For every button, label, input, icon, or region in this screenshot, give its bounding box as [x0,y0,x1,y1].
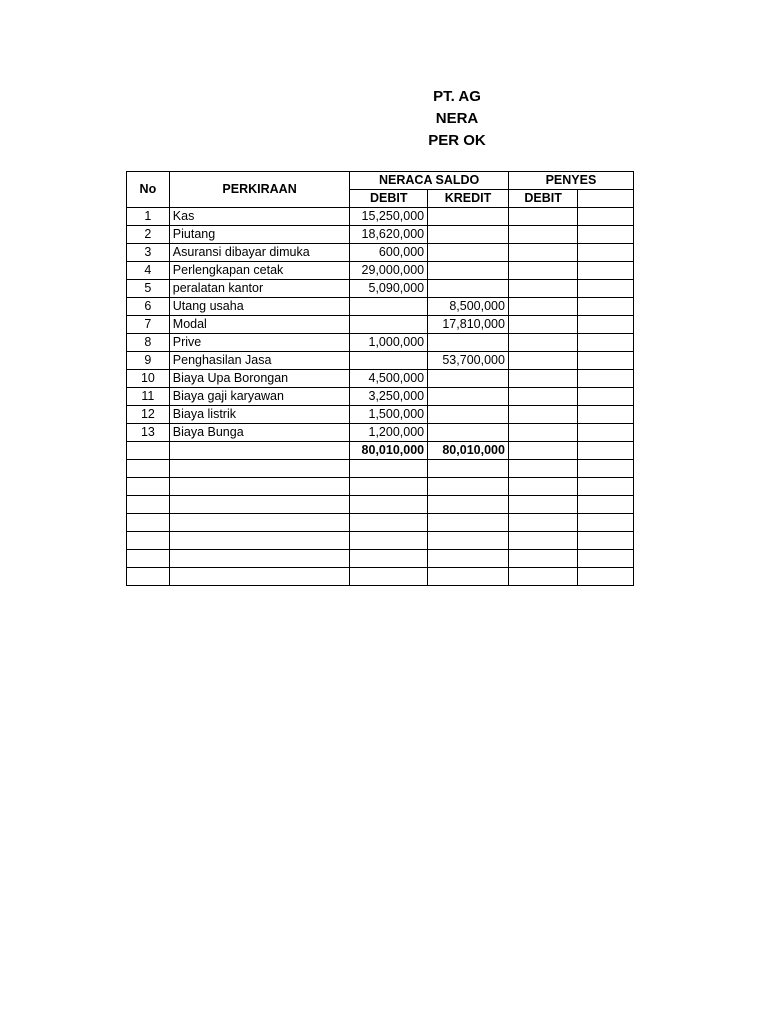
adjustment-debit [508,334,577,352]
row-number: 3 [127,244,170,262]
table-row [127,424,634,442]
empty-cell [169,496,350,514]
row-number: 6 [127,298,170,316]
empty-cell [127,496,170,514]
adjustment-debit [508,226,577,244]
empty-cell [508,460,577,478]
totals-no [127,442,170,460]
empty-cell [508,568,577,586]
account-name: Asuransi dibayar dimuka [169,244,350,262]
trial-balance-debit: 5,090,000 [350,280,428,298]
trial-balance-credit [428,406,509,424]
adjustment-header: PENYES [508,172,633,190]
account-name: Piutang [169,226,350,244]
empty-cell [169,514,350,532]
adjustment-credit-header [578,190,634,208]
account-name: Modal [169,316,350,334]
account-name: Biaya Bunga [169,424,350,442]
adjustment-credit [578,388,634,406]
empty-cell [508,496,577,514]
row-number: 1 [127,208,170,226]
adjustment-credit [578,280,634,298]
empty-cell [350,568,428,586]
empty-cell [578,550,634,568]
trial-balance-credit: 17,810,000 [428,316,509,334]
row-number: 4 [127,262,170,280]
trial-balance-credit-header: KREDIT [428,190,509,208]
table-row [127,406,634,424]
trial-balance-header: NERACA SALDO [350,172,509,190]
account-name: Utang usaha [169,298,350,316]
empty-cell [127,514,170,532]
trial-balance-debit: 29,000,000 [350,262,428,280]
empty-cell [428,460,509,478]
adjustment-debit-header: DEBIT [508,190,577,208]
trial-balance-debit: 4,500,000 [350,370,428,388]
trial-balance-debit [350,352,428,370]
report-title: NERA [435,110,479,127]
empty-cell [428,478,509,496]
empty-cell [350,460,428,478]
empty-cell [508,478,577,496]
account-name: Biaya gaji karyawan [169,388,350,406]
trial-balance-debit: 3,250,000 [350,388,428,406]
empty-cell [127,460,170,478]
trial-balance-credit: 8,500,000 [428,298,509,316]
trial-balance-debit: 15,250,000 [350,208,428,226]
empty-row [127,460,634,478]
empty-row [127,496,634,514]
trial-balance-debit: 1,000,000 [350,334,428,352]
account-name: peralatan kantor [169,280,350,298]
account-name: Penghasilan Jasa [169,352,350,370]
adjustment-credit [578,424,634,442]
empty-cell [428,496,509,514]
adjustment-credit [578,226,634,244]
col-no-header: No [127,172,170,208]
col-account-header: PERKIRAAN [169,172,350,208]
row-number: 8 [127,334,170,352]
trial-balance-credit [428,280,509,298]
trial-balance-credit [428,226,509,244]
empty-cell [127,568,170,586]
table-row [127,352,634,370]
total-debit: 80,010,000 [350,442,428,460]
empty-cell [428,532,509,550]
total-credit: 80,010,000 [428,442,509,460]
empty-cell [169,550,350,568]
adjustment-debit [508,316,577,334]
adjustment-credit [578,406,634,424]
empty-cell [127,550,170,568]
company-name: PT. AG [433,88,481,105]
adjustment-debit [508,424,577,442]
empty-row [127,514,634,532]
trial-balance-debit-header: DEBIT [350,190,428,208]
empty-row [127,478,634,496]
table-row [127,388,634,406]
empty-cell [350,514,428,532]
trial-balance-credit [428,424,509,442]
row-number: 13 [127,424,170,442]
empty-cell [578,460,634,478]
trial-balance-debit: 1,500,000 [350,406,428,424]
trial-balance-debit: 600,000 [350,244,428,262]
adjustment-debit [508,388,577,406]
empty-row [127,532,634,550]
trial-balance-debit [350,316,428,334]
empty-cell [350,532,428,550]
empty-cell [508,514,577,532]
trial-balance-debit [350,298,428,316]
table-row [127,298,634,316]
empty-row [127,550,634,568]
empty-cell [428,550,509,568]
adjustment-debit [508,370,577,388]
account-name: Prive [169,334,350,352]
table-body [127,208,634,586]
trial-balance-credit [428,334,509,352]
row-number: 2 [127,226,170,244]
trial-balance-credit [428,262,509,280]
adjustment-debit [508,352,577,370]
trial-balance-debit: 1,200,000 [350,424,428,442]
empty-cell [350,496,428,514]
empty-cell [578,496,634,514]
adjustment-credit [578,316,634,334]
empty-cell [169,460,350,478]
adjustment-credit [578,208,634,226]
account-name: Kas [169,208,350,226]
table-row [127,226,634,244]
table-row [127,334,634,352]
account-name: Biaya Upa Borongan [169,370,350,388]
table-row [127,370,634,388]
empty-cell [578,568,634,586]
adjustment-credit [578,244,634,262]
trial-balance-debit: 18,620,000 [350,226,428,244]
trial-balance-credit [428,208,509,226]
empty-cell [127,478,170,496]
empty-cell [508,532,577,550]
report-period: PER OK [428,132,486,149]
empty-row [127,568,634,586]
report-header [0,86,634,152]
trial-balance-credit [428,244,509,262]
worksheet-table [126,171,634,586]
row-number: 7 [127,316,170,334]
table-row [127,316,634,334]
trial-balance-credit [428,370,509,388]
adjustment-credit [578,262,634,280]
account-name: Perlengkapan cetak [169,262,350,280]
table-row [127,244,634,262]
table-row [127,280,634,298]
trial-balance-credit: 53,700,000 [428,352,509,370]
adjustment-credit [578,334,634,352]
adjustment-debit [508,298,577,316]
adjustment-debit [508,406,577,424]
empty-cell [428,568,509,586]
adjustment-debit [508,442,577,460]
adjustment-debit [508,262,577,280]
totals-row [127,442,634,460]
table-row [127,262,634,280]
adjustment-credit [578,442,634,460]
empty-cell [578,478,634,496]
adjustment-credit [578,352,634,370]
adjustment-debit [508,280,577,298]
empty-cell [578,514,634,532]
totals-label [169,442,350,460]
empty-cell [350,550,428,568]
empty-cell [350,478,428,496]
adjustment-credit [578,298,634,316]
row-number: 11 [127,388,170,406]
trial-balance-credit [428,388,509,406]
empty-cell [428,514,509,532]
empty-cell [169,478,350,496]
empty-cell [169,532,350,550]
table-row [127,208,634,226]
row-number: 10 [127,370,170,388]
row-number: 12 [127,406,170,424]
adjustment-debit [508,244,577,262]
empty-cell [508,550,577,568]
adjustment-credit [578,370,634,388]
empty-cell [127,532,170,550]
empty-cell [169,568,350,586]
adjustment-debit [508,208,577,226]
account-name: Biaya listrik [169,406,350,424]
row-number: 9 [127,352,170,370]
row-number: 5 [127,280,170,298]
empty-cell [578,532,634,550]
